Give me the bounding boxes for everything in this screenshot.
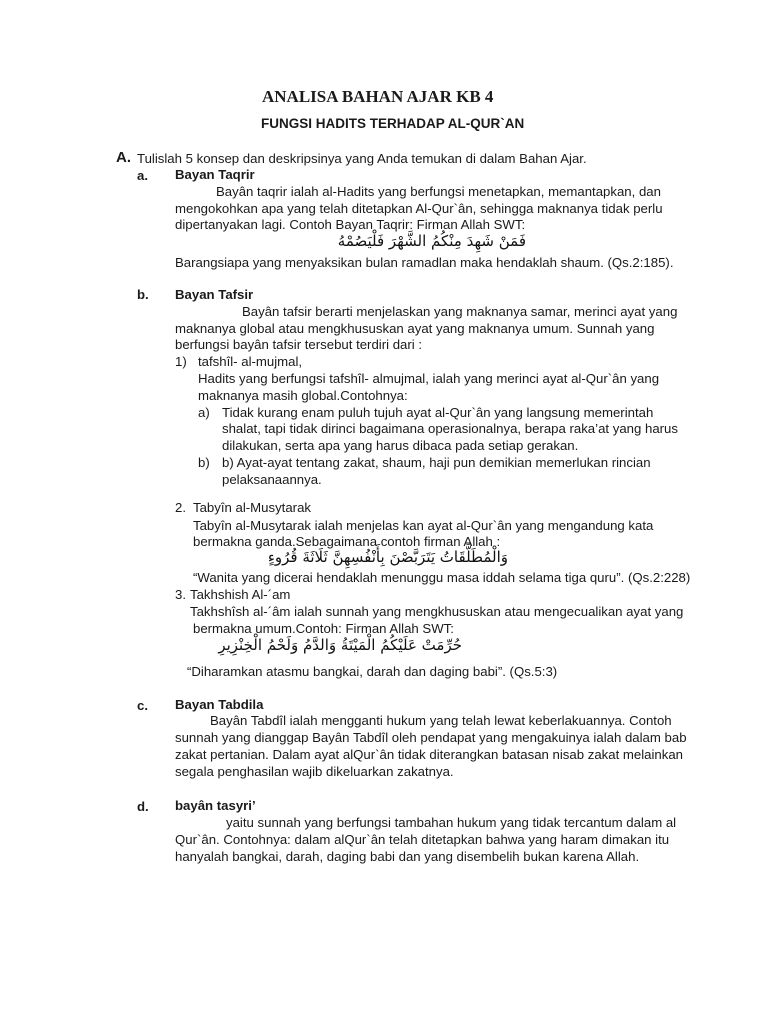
item-b-marker: b. — [137, 287, 149, 302]
item-b-sub1-point-b-line-2: pelaksanaannya. — [222, 472, 322, 487]
item-b-sub3-line-2: bermakna umum.Contoh: Firman Allah SWT: — [193, 621, 454, 636]
page-subtitle: FUNGSI HADITS TERHADAP AL-QUR`AN — [261, 116, 525, 131]
item-a-translation: Barangsiapa yang menyaksikan bulan ramadlan maka hendaklah shaum. (Qs.2:185). — [175, 255, 674, 270]
item-b-sub3-arabic-verse: حُرِّمَتْ عَلَيْكُمُ الْمَيْتَةُ وَالدَّمُ وَلَحْمُ الْخِنْزِيرِ — [218, 636, 462, 654]
item-b-sub1-point-a-line-1: Tidak kurang enam puluh tujuh ayat al-Qur`ân yang langsung memerintah — [222, 405, 654, 420]
item-c-line-2: sunnah yang dianggap Bayân Tabdîl oleh pendapat yang mengakuinya ialah dalam bab — [175, 730, 687, 745]
item-b-heading: Bayan Tafsir — [175, 287, 254, 302]
item-b-sub3-line-1: Takhshîsh al-´âm ialah sunnah yang mengkhususkan atau mengecualikan ayat yang — [190, 604, 684, 619]
item-d-heading: bayân tasyri’ — [175, 798, 256, 813]
page-title: ANALISA BAHAN AJAR KB 4 — [262, 87, 494, 106]
item-c-marker: c. — [137, 698, 148, 713]
item-a-heading: Bayan Taqrir — [175, 167, 255, 182]
item-c-heading: Bayan Tabdila — [175, 697, 264, 712]
item-b-sub2-arabic-verse: وَالْمُطَلَّقَاتُ يَتَرَبَّصْنَ بِأَنْفُسِهِنَّ ثَلَاثَةَ قُرُوءٍ — [267, 548, 508, 566]
item-b-sub1-marker: 1) — [175, 354, 187, 369]
item-a-marker: a. — [137, 168, 148, 183]
item-a-arabic-verse: فَمَنْ شَهِدَ مِنْكُمُ الشَّهْرَ فَلْيَصُمْهُ — [337, 232, 526, 250]
item-c-line-1: Bayân Tabdîl ialah mengganti hukum yang telah lewat keberlakuannya. Contoh — [210, 713, 672, 728]
item-d-line-1: yaitu sunnah yang berfungsi tambahan hukum yang tidak tercantum dalam al — [226, 815, 677, 830]
item-d-line-2: Qur`ân. Contohnya: dalam alQur`ân telah ditetapkan bahwa yang haram dimakan itu — [175, 832, 670, 847]
item-a-line-3: dipertanyakan lagi. Contoh Bayan Taqrir: Firman Allah SWT: — [175, 217, 526, 232]
item-b-sub2-title: Tabyîn al-Musytarak — [193, 500, 311, 515]
item-b-line-2: maknanya global atau mengkhususkan ayat yang maknanya umum. Sunnah yang — [175, 321, 655, 336]
item-b-sub1-line-1: Hadits yang berfungsi tafshîl- almujmal, ialah yang merinci ayat al-Qur`ân yang — [198, 371, 660, 386]
item-b-line-1: Bayân tafsir berarti menjelaskan yang maknanya samar, merinci ayat yang — [242, 304, 678, 319]
item-b-sub1-line-2: maknanya masih global.Contohnya: — [198, 388, 408, 403]
item-b-sub2-line-2: bermakna ganda.Sebagaimana contoh firman Allah : — [193, 534, 501, 549]
item-b-line-3: berfungsi bayân tafsir tersebut terdiri dari : — [175, 337, 423, 352]
section-a-instruction: Tulislah 5 konsep dan deskripsinya yang Anda temukan di dalam Bahan Ajar. — [137, 151, 587, 166]
item-a-line-2: mengokohkan apa yang telah ditetapkan Al-Qur`ân, sehingga maknanya tidak perlu — [175, 201, 663, 216]
item-b-sub3-translation: “Diharamkan atasmu bangkai, darah dan daging babi”. (Qs.5:3) — [187, 664, 558, 679]
item-b-sub1-point-a-line-3: dilakukan, serta apa yang harus dibaca pada setiap gerakan. — [222, 438, 579, 453]
item-d-line-3: hanyalah bangkai, darah, daging babi dan yang disembelih bukan karena Allah. — [175, 849, 640, 864]
item-c-line-4: segala penghasilan wajib dikeluarkan zakatnya. — [175, 764, 454, 779]
item-b-sub3-marker: 3. — [175, 587, 186, 602]
item-b-sub2-marker: 2. — [175, 500, 186, 515]
section-a-marker: A. — [116, 149, 131, 166]
item-b-sub2-translation: “Wanita yang dicerai hendaklah menunggu masa iddah selama tiga quru”. (Qs.2:228) — [193, 570, 691, 585]
item-b-sub1-title: tafshîl- al-mujmal, — [198, 354, 303, 369]
item-c-line-3: zakat pertanian. Dalam ayat alQur`ân tidak diterangkan batasan nisab zakat melainkan — [175, 747, 684, 762]
item-b-sub1-point-a-marker: a) — [198, 405, 210, 420]
item-b-sub2-line-1: Tabyîn al-Musytarak ialah menjelas kan ayat al-Qur`ân yang mengandung kata — [193, 518, 654, 533]
item-b-sub1-point-b-line-1: b) Ayat-ayat tentang zakat, shaum, haji pun demikian memerlukan rincian — [222, 455, 651, 470]
item-b-sub1-point-a-line-2: shalat, tapi tidak dirinci bagaimana operasionalnya, berapa raka’at yang harus — [222, 421, 678, 436]
item-d-marker: d. — [137, 799, 149, 814]
item-a-line-1: Bayân taqrir ialah al-Hadits yang berfungsi menetapkan, memantapkan, dan — [216, 184, 661, 199]
item-b-sub3-title: Takhshish Al-´am — [190, 587, 291, 602]
item-b-sub1-point-b-marker: b) — [198, 455, 210, 470]
